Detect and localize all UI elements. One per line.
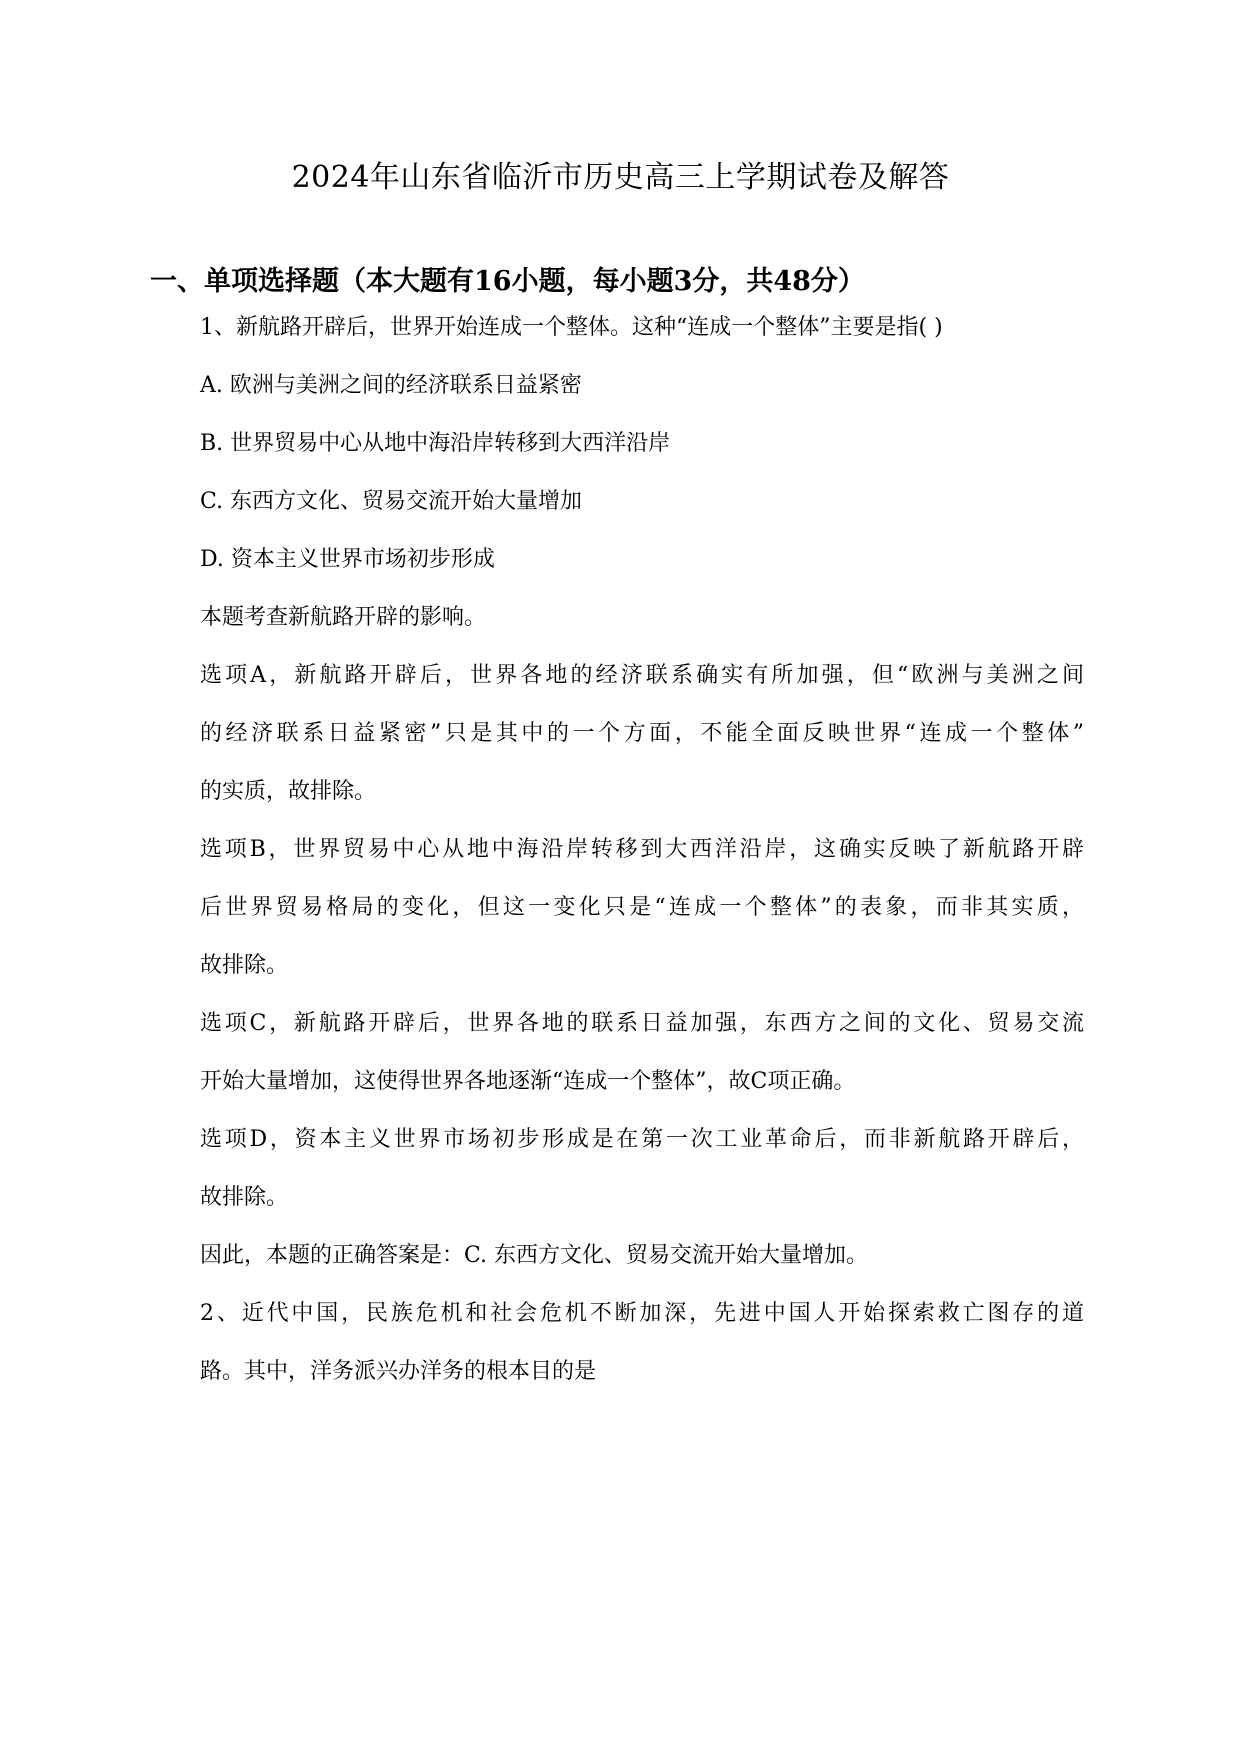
analysis-option-b-line-2: 后世界贸易格局的变化，但这一变化只是“连成一个整体”的表象，而非其实质， <box>200 895 1084 920</box>
analysis-conclusion: 因此，本题的正确答案是：C. 东西方文化、贸易交流开始大量增加。 <box>200 1243 869 1268</box>
question-1-option-b: B. 世界贸易中心从地中海沿岸转移到大西洋沿岸 <box>200 431 671 456</box>
section-heading: 一、单项选择题（本大题有16小题，每小题3分，共48分） <box>150 266 865 297</box>
question-1-option-d: D. 资本主义世界市场初步形成 <box>200 547 495 572</box>
analysis-option-d-line-1: 选项D，资本主义世界市场初步形成是在第一次工业革命后，而非新航路开辟后， <box>200 1127 1084 1152</box>
analysis-option-a-line-2: 的经济联系日益紧密”只是其中的一个方面，不能全面反映世界“连成一个整体” <box>200 721 1084 746</box>
analysis-option-d-line-2: 故排除。 <box>200 1185 289 1210</box>
question-2-stem-line-1: 2、近代中国，民族危机和社会危机不断加深，先进中国人开始探索救亡图存的道 <box>200 1301 1084 1326</box>
analysis-option-a-line-1: 选项A，新航路开辟后，世界各地的经济联系确实有所加强，但“欧洲与美洲之间 <box>200 663 1084 688</box>
question-2-stem-line-2: 路。其中，洋务派兴办洋务的根本目的是 <box>200 1359 597 1384</box>
question-1-option-a: A. 欧洲与美洲之间的经济联系日益紧密 <box>200 373 582 398</box>
question-1-stem: 1、新航路开辟后，世界开始连成一个整体。这种“连成一个整体”主要是指( ) <box>200 315 943 340</box>
analysis-intro: 本题考查新航路开辟的影响。 <box>200 605 487 630</box>
question-1-option-c: C. 东西方文化、贸易交流开始大量增加 <box>200 489 583 514</box>
document-title: 2024年山东省临沂市历史高三上学期试卷及解答 <box>291 160 950 195</box>
analysis-option-c-line-2: 开始大量增加，这使得世界各地逐渐“连成一个整体”，故C项正确。 <box>200 1069 856 1094</box>
analysis-option-a-line-3: 的实质，故排除。 <box>200 779 377 804</box>
analysis-option-c-line-1: 选项C，新航路开辟后，世界各地的联系日益加强，东西方之间的文化、贸易交流 <box>200 1011 1084 1036</box>
analysis-option-b-line-1: 选项B，世界贸易中心从地中海沿岸转移到大西洋沿岸，这确实反映了新航路开辟 <box>200 837 1084 862</box>
analysis-option-b-line-3: 故排除。 <box>200 953 289 978</box>
